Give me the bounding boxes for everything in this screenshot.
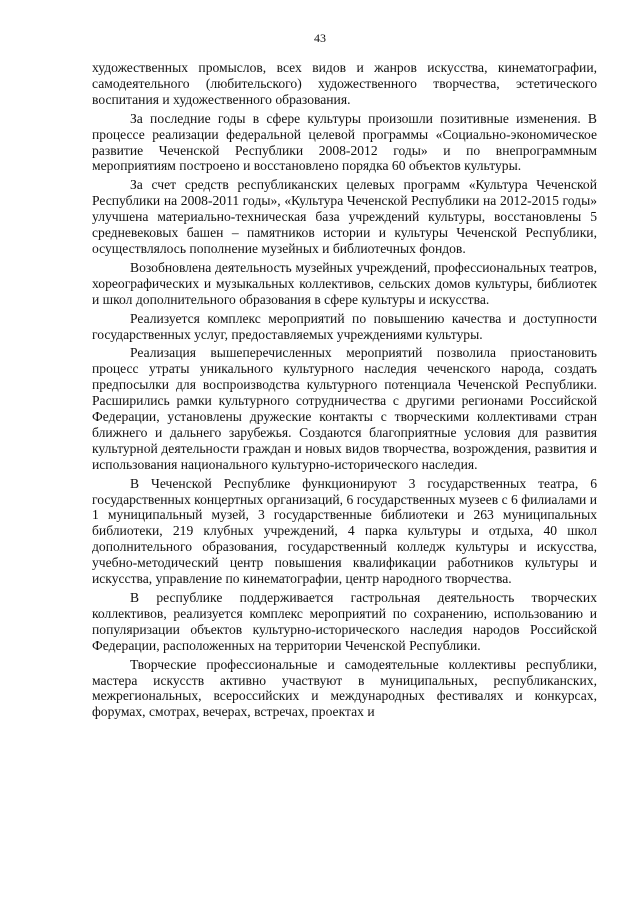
paragraph-4: Возобновлена деятельность музейных учреждений, профессиональных театров, хореографических и музыкальных коллективов, сельских домов культуры, библиотек и школ дополнительного образования в сфере культуры и искусства. — [92, 259, 597, 307]
paragraph-7: В Чеченской Республике функционируют 3 государственных театра, 6 государственных концертных организаций, 6 государственных музеев с 6 филиалами и 1 муниципальный музей, 3 государственные библиотеки и 263 муниципальных библиотеки, 219 клубных учреждений, 4 парка культуры и отдыха, 40 школ дополнительного образования, государственный колледж культуры и искусства, учебно-методический центр повышения квалификации работников культуры и искусства, управление по кинематографии, центр народного творчества. — [92, 475, 597, 587]
page-number: 43 — [314, 31, 326, 45]
paragraph-2: За последние годы в сфере культуры произошли позитивные изменения. В процессе реализации федеральной целевой программы «Социально-экономическое развитие Чеченской Республики 2008-2012 годы» и по внепрограммным мероприятиям построено и восстановлено порядка 60 объектов культуры. — [92, 110, 597, 174]
paragraph-6: Реализация вышеперечисленных мероприятий позволила приостановить процесс утраты уникального культурного наследия чеченского народа, создать предпосылки для воспроизводства культурного потенциала Чеченской Республики. Расширились рамки культурного сотрудничества с другими регионами Российской Федерации, установлены дружеские контакты с творческими коллективами стран ближнего и дальнего зарубежья. Создаются благоприятные условия для развития культурной деятельности граждан и новых видов творчества, возрождения, развития и использования национального культурно-исторического наследия. — [92, 345, 597, 472]
paragraph-8: В республике поддерживается гастрольная деятельность творческих коллективов, реализуется комплекс мероприятий по сохранению, использованию и популяризации объектов культурно-исторического наследия народов Российской Федерации, расположенных на территории Чеченской Республики. — [92, 590, 597, 653]
paragraph-1: художественных промыслов, всех видов и жанров искусства, кинематографии, самодеятельного (любительского) художественного творчества, эстетического воспитания и художественного образования. — [92, 60, 597, 107]
paragraph-5: Реализуется комплекс мероприятий по повышению качества и доступности государственных услуг, предоставляемых учреждениями культуры. — [92, 310, 597, 342]
document-body — [92, 60, 597, 723]
paragraph-3: За счет средств республиканских целевых программ «Культура Чеченской Республики на 2008-2011 годы», «Культура Чеченской Республики на 2012-2015 годы» улучшена материально-техническая база учреждений культуры, восстановлены 5 средневековых башен – памятников истории и культуры Чеченской Республики, осуществлялось пополнение музейных и библиотечных фондов. — [92, 177, 597, 256]
paragraph-9: Творческие профессиональные и самодеятельные коллективы республики, мастера искусств активно участвуют в муниципальных, республиканских, межрегиональных, всероссийских и международных фестивалях и конкурсах, форумах, смотрах, вечерах, встречах, проектах и — [92, 656, 597, 720]
